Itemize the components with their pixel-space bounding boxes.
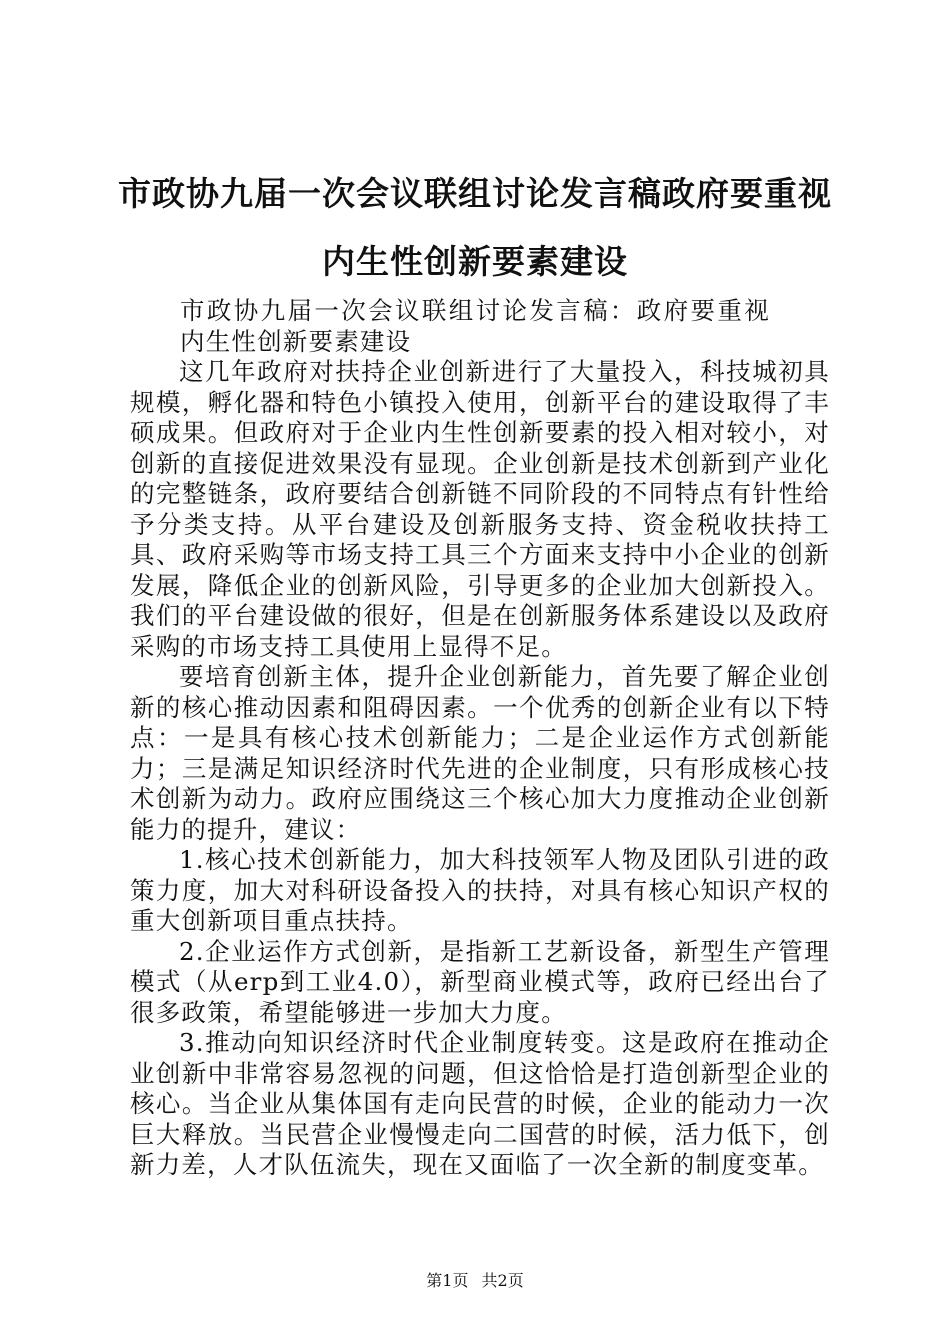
paragraph-2: 要培育创新主体，提升企业创新能力，首先要了解企业创新的核心推动因素和阻碍因素。一个优秀的创新企业有以下特点：一是具有核心技术创新能力；二是企业运作方式创新能力；三是满足知识经济时代先进的企业制度，只有形成核心技术创新为动力。政府应围绕这三个核心加大力度推动企业创新能力的提升，建议：: [130, 662, 830, 844]
document-title: 市政协九届一次会议联组讨论发言稿政府要重视内生性创新要素建设: [118, 174, 832, 281]
document-body: [130, 296, 830, 1181]
paragraph-5: 3.推动向知识经济时代企业制度转变。这是政府在推动企业创新中非常容易忽视的问题，但这恰恰是打造创新型企业的核心。当企业从集体国有走向民营的时候，企业的能动力一次巨大释放。当民营企业慢慢走向二国营的时候，活力低下，创新力差，人才队伍流失，现在又面临了一次全新的制度变革。: [130, 1028, 830, 1179]
page-footer: [0, 1270, 950, 1292]
page-number-current: 第1页: [426, 1271, 469, 1290]
page-number-total: 共2页: [481, 1271, 524, 1290]
paragraph-3: 1.核心技术创新能力，加大科技领军人物及团队引进的政策力度，加大对科研设备投入的扶持，对具有核心知识产权的重大创新项目重点扶持。: [130, 845, 830, 935]
document-subtitle: 市政协九届一次会议联组讨论发言稿：政府要重视内生性创新要素建设: [180, 296, 770, 356]
paragraph-4: 2.企业运作方式创新，是指新工艺新设备，新型生产管理模式（从erp到工业4.0），新型商业模式等，政府已经出台了很多政策，希望能够进一步加大力度。: [130, 936, 830, 1027]
paragraph-1: 这几年政府对扶持企业创新进行了大量投入，科技城初具规模，孵化器和特色小镇投入使用，创新平台的建设取得了丰硕成果。但政府对于企业内生性创新要素的投入相对较小，对创新的直接促进效果没有显现。企业创新是技术创新到产业化的完整链条，政府要结合创新链不同阶段的不同特点有针性给予分类支持。从平台建设及创新服务支持、资金税收扶持工具、政府采购等市场支持工具三个方面来支持中小企业的创新发展，降低企业的创新风险，引导更多的企业加大创新投入。我们的平台建设做的很好，但是在创新服务体系建设以及政府采购的市场支持工具使用上显得不足。: [130, 357, 830, 661]
document-subtitle-block: [130, 296, 830, 357]
